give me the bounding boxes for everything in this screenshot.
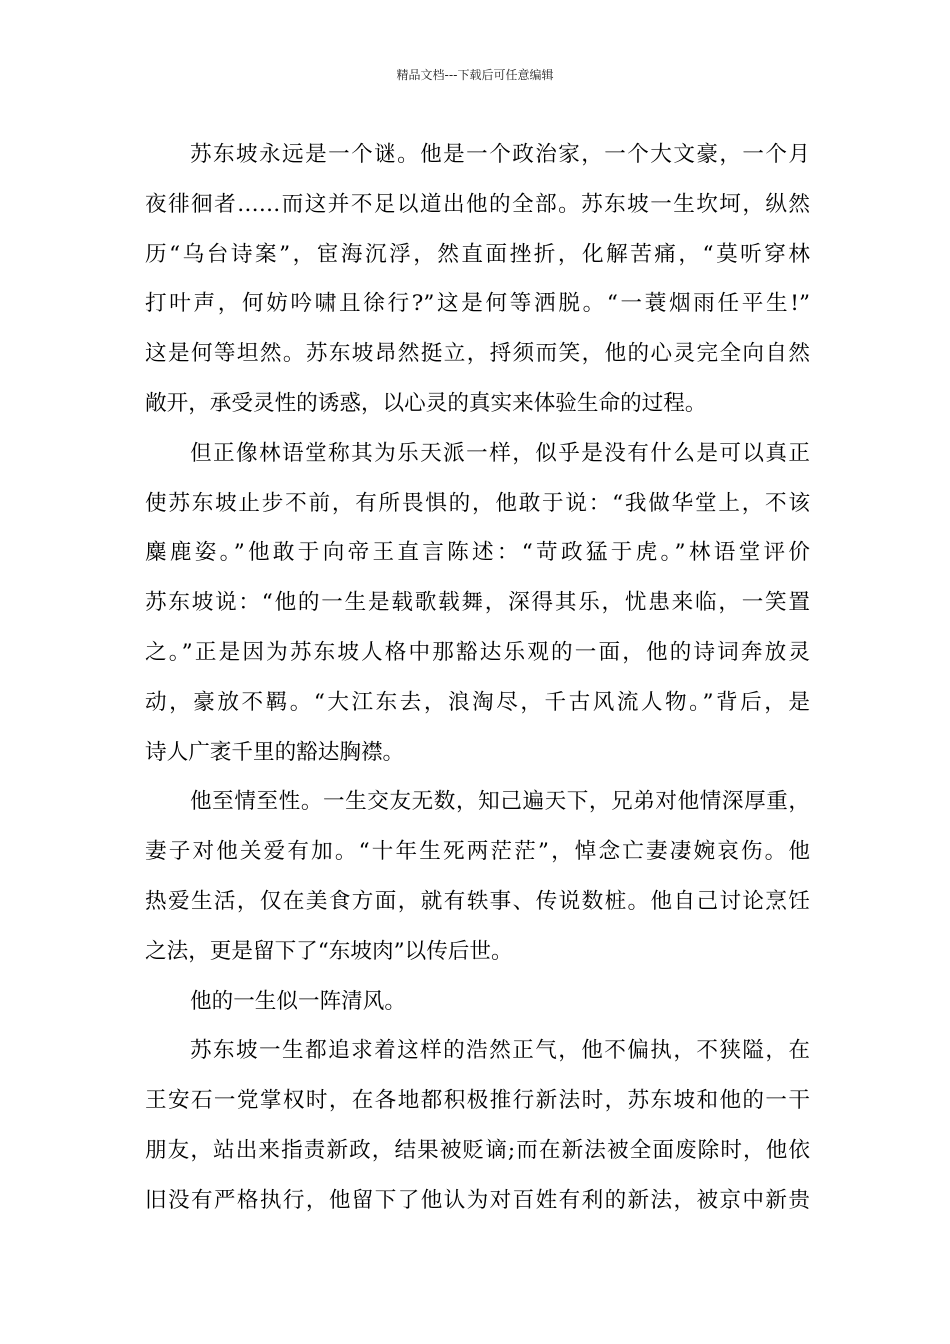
page-header: 精品文档---下载后可任意编辑 (396, 68, 554, 82)
text-line: 他至情至性。一生交友无数，知己遍天下，兄弟对他情深厚重， (190, 789, 810, 815)
text-line: 王安石一党掌权时，在各地都积极推行新法时，苏东坡和他的一干 (145, 1088, 810, 1114)
text-line: 历“乌台诗案”，宦海沉浮，然直面挫折，化解苦痛，“莫听穿林 (145, 241, 810, 267)
text-line: 苏东坡一生都追求着这样的浩然正气，他不偏执，不狭隘，在 (190, 1038, 810, 1064)
text-line: 苏东坡永远是一个谜。他是一个政治家，一个大文豪，一个月 (190, 142, 810, 167)
text-line: 之法，更是留下了“东坡肉”以传后世。 (145, 938, 513, 964)
text-line: 热爱生活，仅在美食方面，就有轶事、传说数桩。他自己讨论烹饪 (145, 888, 810, 914)
text-line: 他的一生似一阵清风。 (190, 988, 406, 1014)
text-line: 动，豪放不羁。“大江东去，浪淘尽，千古风流人物。”背后，是 (145, 689, 810, 715)
text-line: 打叶声，何妨吟啸且徐行?”这是何等洒脱。“一蓑烟雨任平生!” (145, 291, 810, 317)
text-line: 旧没有严格执行，他留下了他认为对百姓有利的新法，被京中新贵 (145, 1187, 810, 1213)
text-line: 诗人广袤千里的豁达胸襟。 (145, 739, 405, 765)
text-line: 妻子对他关爱有加。“十年生死两茫茫”，悼念亡妻凄婉哀伤。他 (145, 839, 810, 865)
text-line: 使苏东坡止步不前，有所畏惧的，他敢于说：“我做华堂上，不该 (145, 490, 810, 516)
text-line: 苏东坡说：“他的一生是载歌载舞，深得其乐，忧患来临，一笑置 (145, 590, 810, 616)
text-line: 但正像林语堂称其为乐天派一样，似乎是没有什么是可以真正 (190, 440, 810, 466)
text-line: 麋鹿姿。”他敢于向帝王直言陈述：“苛政猛于虎。”林语堂评价 (145, 540, 810, 566)
text-line: 之。”正是因为苏东坡人格中那豁达乐观的一面，他的诗词奔放灵 (145, 639, 810, 665)
text-line: 朋友，站出来指责新政，结果被贬谪;而在新法被全面废除时，他依 (145, 1137, 810, 1163)
text-line: 这是何等坦然。苏东坡昂然挺立，捋须而笑，他的心灵完全向自然 (145, 341, 810, 367)
text-line: 夜徘徊者……而这并不足以道出他的全部。苏东坡一生坎坷，纵然 (145, 191, 810, 217)
document-body (145, 130, 810, 1226)
text-line: 敞开，承受灵性的诱惑，以心灵的真实来体验生命的过程。 (145, 390, 707, 416)
